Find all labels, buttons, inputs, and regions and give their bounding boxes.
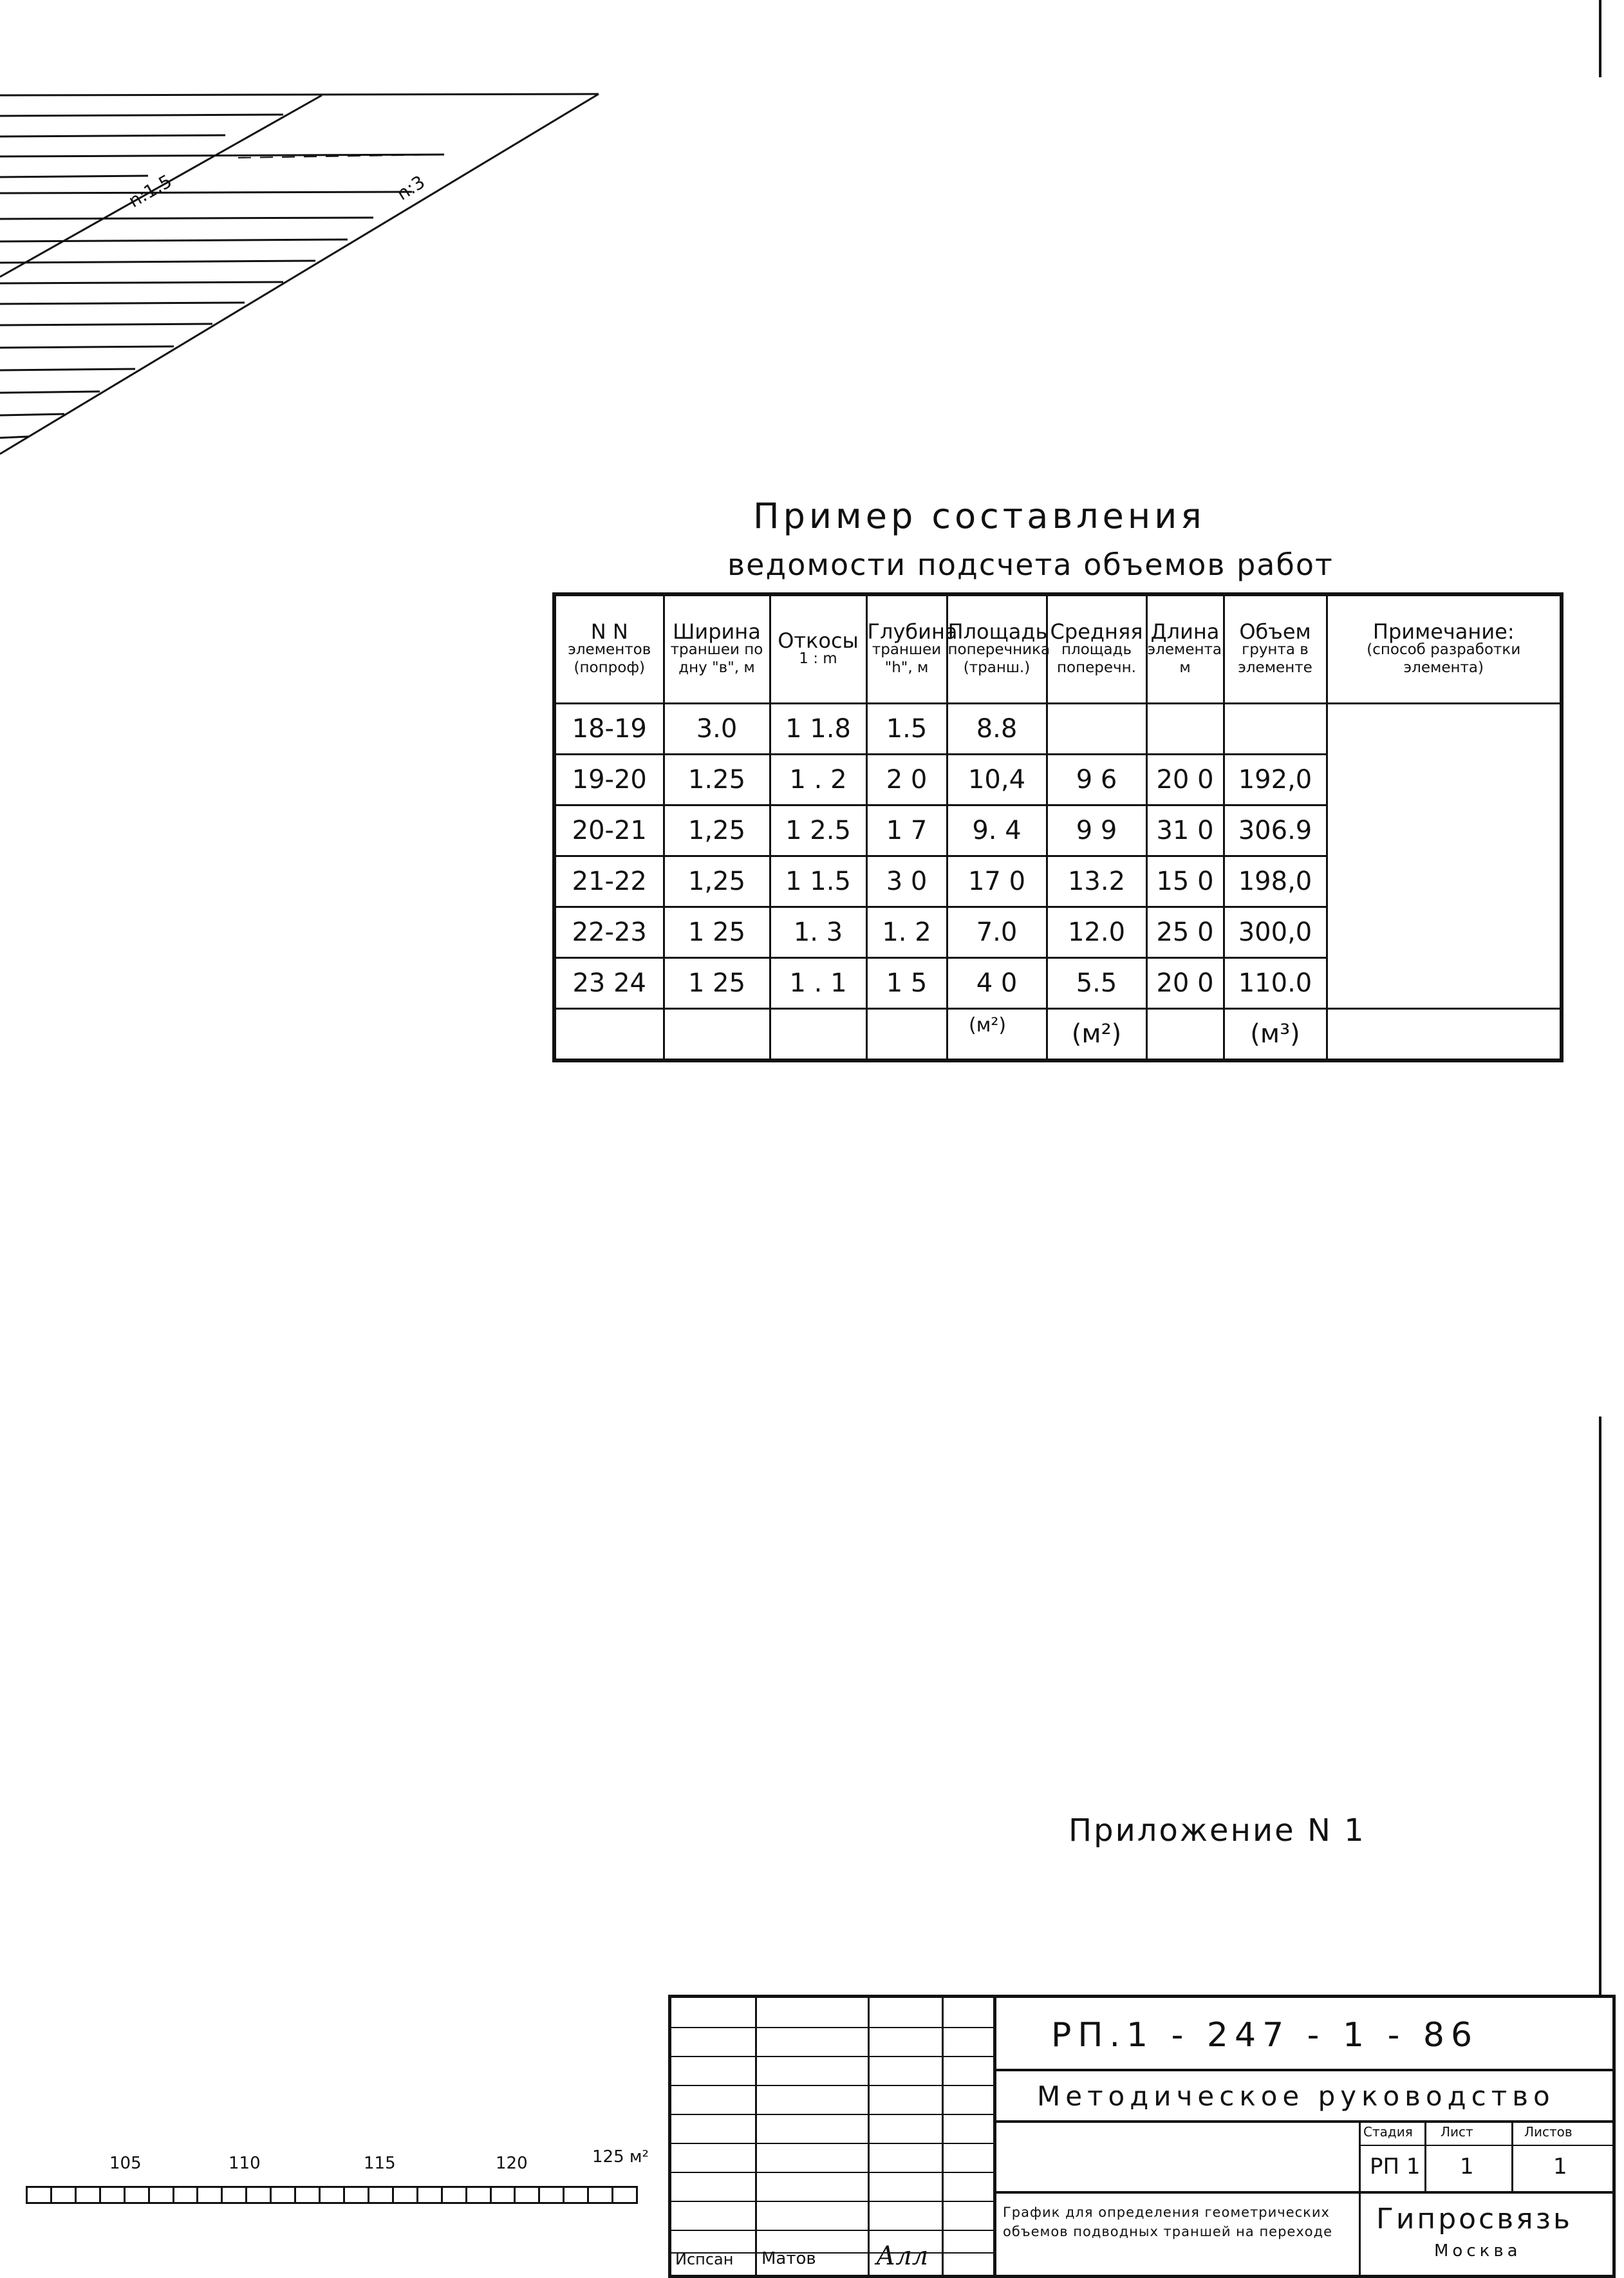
cell-width: 1.25 xyxy=(664,755,770,805)
scale-label: 110 xyxy=(229,2154,261,2173)
graph-hline xyxy=(0,391,100,393)
graph-hline xyxy=(0,414,64,415)
cell-volume: 192,0 xyxy=(1224,755,1327,805)
graph-label-2: n:3 xyxy=(393,171,429,205)
cell-width: 1 25 xyxy=(664,907,770,958)
stamp-person: Матов xyxy=(761,2249,816,2268)
cell-avg-area: 13.2 xyxy=(1047,856,1146,907)
header-width: Ширина траншеи по дну "в", м xyxy=(664,594,770,704)
header-number: N N элементов (попроф) xyxy=(554,594,664,704)
scale-label: 125 м² xyxy=(592,2147,649,2167)
cell-area: 4 0 xyxy=(947,958,1047,1009)
stage-value: РП 1 xyxy=(1370,2154,1421,2179)
cell-length: 20 0 xyxy=(1146,958,1224,1009)
graph-label-1: n:1.5 xyxy=(125,170,176,212)
cell-slope: 1 . 2 xyxy=(770,755,866,805)
scale-label: 115 xyxy=(364,2154,396,2173)
cell-area: 7.0 xyxy=(947,907,1047,958)
organization-name: Гипросвязь xyxy=(1376,2203,1573,2236)
area-unit-label: (м²) xyxy=(969,1014,1007,1037)
cell-depth: 1 5 xyxy=(866,958,947,1009)
graph-hline xyxy=(0,282,283,283)
cell-n: 20-21 xyxy=(554,805,664,856)
cell-n: 23 24 xyxy=(554,958,664,1009)
graph-hline xyxy=(0,94,599,95)
cell-volume: 110.0 xyxy=(1224,958,1327,1009)
page-title: Пример составления xyxy=(753,496,1206,536)
header-note: Примечание: (способ разработки элемента) xyxy=(1327,594,1562,704)
drawing-title: График для определения геометрических объемов подводных траншей на переходе xyxy=(1003,2205,1333,2239)
cell-n: 18-19 xyxy=(554,704,664,755)
stamp-signature: Алл xyxy=(876,2241,929,2271)
organization-city: Москва xyxy=(1434,2241,1522,2261)
graph-diagonal-1 xyxy=(0,94,599,454)
header-slope: Откосы 1 : m xyxy=(770,594,866,704)
cell-slope: 1 . 1 xyxy=(770,958,866,1009)
cell-slope: 1 2.5 xyxy=(770,805,866,856)
scale-label: 105 xyxy=(109,2154,142,2173)
cell-width: 1,25 xyxy=(664,856,770,907)
cell-depth: 1. 2 xyxy=(866,907,947,958)
frame-right-rule xyxy=(1599,1417,1601,1996)
header-length: Длина элемента, м xyxy=(1146,594,1224,704)
scale-label: 120 xyxy=(496,2154,528,2173)
title-block xyxy=(668,1995,1616,2278)
cell-length: 15 0 xyxy=(1146,856,1224,907)
document-name: Методическое руководство xyxy=(1037,2080,1555,2112)
area-scale-bar xyxy=(26,2186,638,2204)
cell-area: 9. 4 xyxy=(947,805,1047,856)
volume-unit: (м³) xyxy=(1224,1009,1327,1061)
cell-width: 1,25 xyxy=(664,805,770,856)
graph-hline xyxy=(0,261,315,263)
cell-length: 20 0 xyxy=(1146,755,1224,805)
table-header-row xyxy=(554,594,1562,704)
cell-n: 21-22 xyxy=(554,856,664,907)
sheets-value: 1 xyxy=(1553,2154,1567,2179)
graph-hline xyxy=(0,437,29,438)
slope-graph xyxy=(0,0,605,464)
cell-slope: 1 1.5 xyxy=(770,856,866,907)
graph-hline xyxy=(0,115,283,116)
cell-note xyxy=(1327,704,1562,1009)
cell-depth: 1.5 xyxy=(866,704,947,755)
document-code: РП.1 - 247 - 1 - 86 xyxy=(1051,2016,1479,2055)
sheet-label: Лист xyxy=(1441,2124,1473,2140)
graph-hline xyxy=(0,303,245,304)
stamp-role: Испсан xyxy=(675,2250,734,2268)
graph-hline xyxy=(0,192,412,193)
cell-volume: 300,0 xyxy=(1224,907,1327,958)
frame-right-rule xyxy=(1599,0,1601,77)
cell-depth: 2 0 xyxy=(866,755,947,805)
graph-hline xyxy=(0,176,148,177)
cell-depth: 1 7 xyxy=(866,805,947,856)
cell-n: 22-23 xyxy=(554,907,664,958)
cell-avg-top-spacer xyxy=(1047,704,1146,755)
cell-width: 3.0 xyxy=(664,704,770,755)
cell-avg-area: 9 9 xyxy=(1047,805,1146,856)
graph-hline xyxy=(0,218,373,219)
cell-avg-area: 12.0 xyxy=(1047,907,1146,958)
cell-volume: 306.9 xyxy=(1224,805,1327,856)
table-unit-row xyxy=(554,1009,1562,1061)
header-avg-area: Средняя площадь поперечн. xyxy=(1047,594,1146,704)
cell-n: 19-20 xyxy=(554,755,664,805)
cell-avg-area: 9 6 xyxy=(1047,755,1146,805)
header-depth: Глубина траншеи "h", м xyxy=(866,594,947,704)
graph-hline xyxy=(0,346,174,348)
cell-depth: 3 0 xyxy=(866,856,947,907)
cell-slope: 1 1.8 xyxy=(770,704,866,755)
cell-area: 10,4 xyxy=(947,755,1047,805)
cell-avg-area: 5.5 xyxy=(1047,958,1146,1009)
appendix-label: Приложение N 1 xyxy=(1069,1812,1366,1849)
cell-slope: 1. 3 xyxy=(770,907,866,958)
table-row xyxy=(554,704,1562,755)
sheets-label: Листов xyxy=(1524,2124,1573,2140)
graph-hline xyxy=(0,369,135,370)
cell-volume-top-spacer xyxy=(1224,704,1327,755)
cell-length: 25 0 xyxy=(1146,907,1224,958)
stage-label: Стадия xyxy=(1363,2124,1413,2140)
avg-area-unit: (м²) xyxy=(1047,1009,1146,1061)
graph-hline xyxy=(0,135,225,136)
cell-area: 17 0 xyxy=(947,856,1047,907)
cell-length: 31 0 xyxy=(1146,805,1224,856)
cell-length-top-spacer xyxy=(1146,704,1224,755)
cell-width: 1 25 xyxy=(664,958,770,1009)
cell-volume: 198,0 xyxy=(1224,856,1327,907)
graph-hline xyxy=(0,240,348,241)
header-volume: Объем грунта в элементе xyxy=(1224,594,1327,704)
volume-table xyxy=(552,592,1563,1062)
sheet-value: 1 xyxy=(1460,2154,1474,2179)
graph-hline xyxy=(0,324,212,325)
header-area: Площадь поперечника (транш.) xyxy=(947,594,1047,704)
cell-area: 8.8 xyxy=(947,704,1047,755)
page-subtitle: ведомости подсчета объемов работ xyxy=(727,547,1334,582)
